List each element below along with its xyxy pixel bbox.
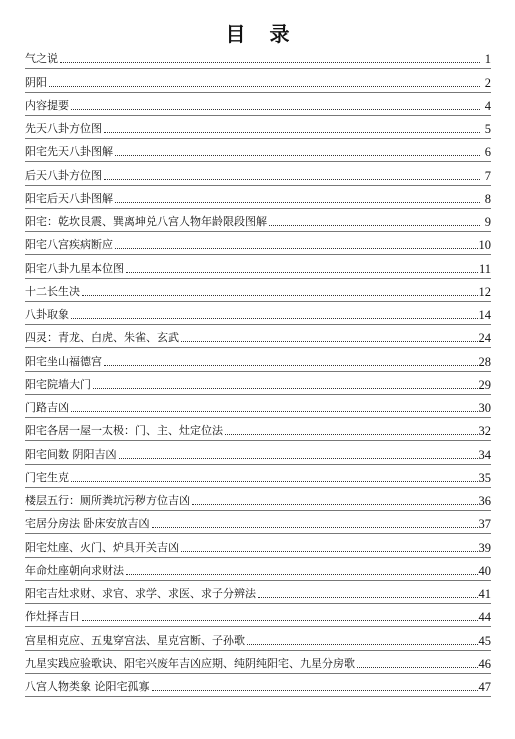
toc-entry[interactable] xyxy=(25,462,491,485)
toc-entry-label: 宫星相克应、五鬼穿宫法、星克宫断、子孙歌 xyxy=(25,633,245,647)
toc-entry[interactable] xyxy=(25,66,491,89)
toc-entry[interactable] xyxy=(25,159,491,182)
toc-entry-label: 阳宅坐山福德宫 xyxy=(25,354,102,368)
toc-entry-page-number: 28 xyxy=(478,354,491,369)
toc-entry-page-number: 4 xyxy=(484,98,491,113)
toc-entry[interactable] xyxy=(25,485,491,508)
toc-entry-page-number: 45 xyxy=(478,633,491,648)
toc-dot-leader xyxy=(60,48,480,63)
toc-entry-page-number: 36 xyxy=(478,494,491,508)
toc-dot-leader xyxy=(269,211,480,226)
toc-entry-page-number: 7 xyxy=(484,168,491,183)
toc-entry-label: 作灶择吉日 xyxy=(25,610,80,624)
toc-entry-label: 阳宅灶座、火门、炉具开关吉凶 xyxy=(25,540,179,554)
toc-entry[interactable] xyxy=(25,555,491,578)
toc-entry-page-number: 10 xyxy=(478,238,491,253)
toc-entry[interactable] xyxy=(25,322,491,345)
toc-dot-leader xyxy=(152,676,478,691)
toc-entry-label: 阳宅各居一屋一太极：门、主、灶定位法 xyxy=(25,424,223,438)
toc-dot-leader xyxy=(71,467,478,482)
toc-entry[interactable] xyxy=(25,671,491,694)
toc-dot-leader xyxy=(71,95,480,110)
toc-entry-label: 后天八卦方位图 xyxy=(25,168,102,182)
toc-dot-leader xyxy=(225,420,478,435)
toc-entry-page-number: 47 xyxy=(478,680,491,694)
toc-entry-page-number: 39 xyxy=(478,540,491,555)
toc-dot-leader xyxy=(104,118,480,133)
toc-entry-label: 内容提要 xyxy=(25,98,69,112)
toc-entry-label: 十二长生决 xyxy=(25,284,80,298)
toc-entry-page-number: 6 xyxy=(484,145,491,160)
toc-entry-page-number: 37 xyxy=(478,517,491,532)
toc-entry-label: 四灵：青龙、白虎、朱雀、玄武 xyxy=(25,331,179,345)
toc-entry[interactable] xyxy=(25,90,491,113)
toc-dot-leader xyxy=(71,304,478,319)
toc-dot-leader xyxy=(104,165,480,180)
toc-dot-leader xyxy=(119,444,478,459)
toc-entry[interactable] xyxy=(25,229,491,252)
toc-dot-leader xyxy=(247,630,478,645)
page-title-char: 目 xyxy=(225,22,246,46)
toc-dot-leader xyxy=(82,606,478,621)
toc-entry[interactable] xyxy=(25,276,491,299)
toc-dot-leader xyxy=(71,397,478,412)
toc-entry-page-number: 14 xyxy=(478,308,491,322)
toc-entry-page-number: 8 xyxy=(484,191,491,206)
toc-entry-page-number: 29 xyxy=(478,377,491,392)
toc-entry-label: 阳宅后天八卦图解 xyxy=(25,191,113,205)
toc-entry[interactable] xyxy=(25,299,491,322)
toc-entry-label: 先天八卦方位图 xyxy=(25,122,102,135)
toc-entry-label: 阳宅先天八卦图解 xyxy=(25,145,113,159)
toc-dot-leader xyxy=(192,490,478,505)
toc-entry-label: 阳宅吉灶求财、求官、求学、求医、求子分辨法 xyxy=(25,587,256,600)
toc-entry[interactable] xyxy=(25,508,491,531)
toc-entry-label: 门路吉凶 xyxy=(25,401,69,414)
toc-entry-label: 门宅生克 xyxy=(25,470,69,484)
toc-dot-leader xyxy=(49,72,480,87)
toc-entry-label: 八宫人物类象 论阳宅孤寡 xyxy=(25,680,150,693)
toc-entry-page-number: 12 xyxy=(478,284,491,299)
toc-entry[interactable] xyxy=(25,183,491,206)
toc-entry[interactable] xyxy=(25,578,491,601)
toc-entry-page-number: 11 xyxy=(478,261,491,276)
toc-dot-leader xyxy=(115,234,478,249)
toc-entry-page-number: 32 xyxy=(478,424,491,439)
toc-entry[interactable] xyxy=(25,531,491,554)
toc-dot-leader xyxy=(126,560,478,575)
toc-dot-leader xyxy=(152,513,478,528)
toc-dot-leader xyxy=(115,188,480,203)
toc-entry-page-number: 5 xyxy=(484,122,491,136)
toc-entry[interactable] xyxy=(25,206,491,229)
toc-entry[interactable] xyxy=(25,438,491,461)
toc-entry-page-number: 44 xyxy=(478,610,491,625)
toc-entry-label: 楼层五行：厕所粪坑污秽方位吉凶 xyxy=(25,494,190,507)
toc-entry[interactable] xyxy=(25,252,491,275)
toc-entry[interactable] xyxy=(25,136,491,159)
table-of-contents xyxy=(25,43,491,694)
toc-entry-label: 阴阳 xyxy=(25,75,47,89)
toc-entry-label: 阳宅院墙大门 xyxy=(25,377,91,391)
toc-dot-leader xyxy=(115,141,480,156)
toc-entry-label: 八卦取象 xyxy=(25,308,69,321)
page-title-char: 录 xyxy=(269,22,290,46)
toc-entry-label: 年命灶座朝向求财法 xyxy=(25,563,124,577)
toc-entry[interactable] xyxy=(25,624,491,647)
toc-entry-label: 阳宅八卦九星本位图 xyxy=(25,261,124,275)
toc-entry[interactable] xyxy=(25,43,491,66)
toc-entry-page-number: 9 xyxy=(484,215,491,229)
toc-entry[interactable] xyxy=(25,345,491,368)
toc-dot-leader xyxy=(357,653,478,668)
toc-dot-leader xyxy=(258,583,478,598)
toc-entry[interactable] xyxy=(25,113,491,136)
toc-dot-leader xyxy=(181,327,478,342)
toc-dot-leader xyxy=(93,374,478,389)
toc-row-divider xyxy=(25,696,491,697)
toc-entry-label: 阳宅八宫疾病断应 xyxy=(25,238,113,252)
toc-entry[interactable] xyxy=(25,648,491,671)
toc-entry-label: 阳宅间数 阴阳吉凶 xyxy=(25,447,117,461)
toc-dot-leader xyxy=(126,258,478,273)
toc-entry[interactable] xyxy=(25,601,491,624)
toc-entry-label: 阳宅：乾坎艮震、巽离坤兑八宫人物年龄限段图解 xyxy=(25,215,267,228)
toc-entry[interactable] xyxy=(25,369,491,392)
toc-entry-page-number: 2 xyxy=(484,75,491,90)
toc-entry-page-number: 24 xyxy=(478,331,491,346)
toc-entry-page-number: 35 xyxy=(478,470,491,485)
toc-entry-label: 气之说 xyxy=(25,52,58,66)
toc-dot-leader xyxy=(104,351,478,366)
toc-dot-leader xyxy=(181,537,478,552)
toc-entry-page-number: 34 xyxy=(478,447,491,462)
toc-entry-page-number: 46 xyxy=(478,656,491,671)
toc-entry-label: 宅居分房法 卧床安放吉凶 xyxy=(25,517,150,531)
toc-entry-page-number: 40 xyxy=(478,563,491,578)
toc-entry-page-number: 41 xyxy=(478,587,491,601)
toc-entry-label: 九星实践应验歌诀、阳宅兴废年吉凶应期、纯阴纯阳宅、九星分房歌 xyxy=(25,656,355,670)
toc-entry-page-number: 30 xyxy=(478,401,491,415)
toc-entry-page-number: 1 xyxy=(484,52,491,67)
toc-entry[interactable] xyxy=(25,415,491,438)
toc-dot-leader xyxy=(82,281,478,296)
toc-entry[interactable] xyxy=(25,392,491,415)
